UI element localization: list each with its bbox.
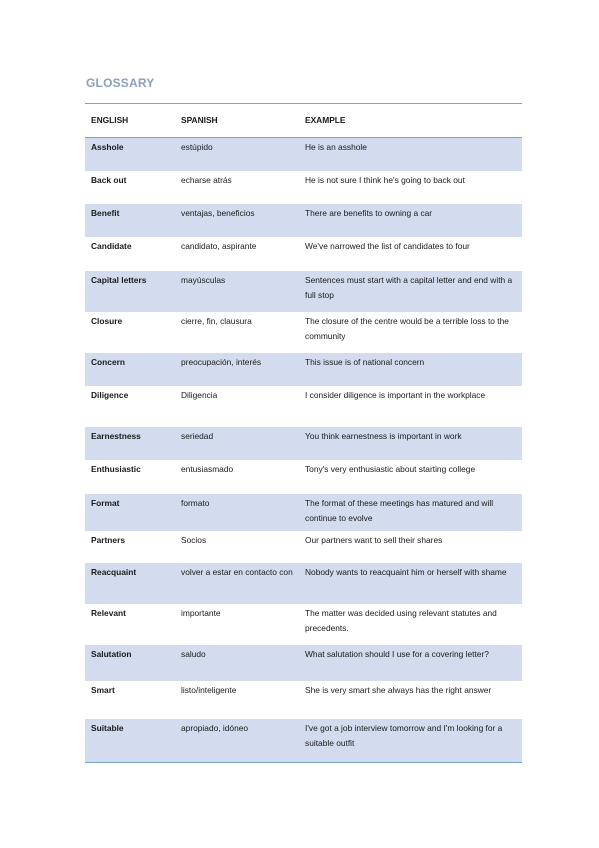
- spanish-term: Diligencia: [181, 389, 218, 400]
- example-sentence: What salutation should I use for a covering letter?: [299, 645, 522, 681]
- example-sentence: He is an asshole: [299, 138, 522, 171]
- spanish-term: mayúsculas: [175, 271, 299, 312]
- header-row: [85, 104, 522, 138]
- table-row: [85, 719, 522, 763]
- english-term: Back out: [91, 174, 127, 185]
- english-term: Relevant: [91, 607, 126, 618]
- spanish-term: saludo: [175, 645, 299, 681]
- example-sentence: Nobody wants to reacquaint him or herself with shame: [299, 563, 522, 604]
- column-header-example: EXAMPLE: [299, 104, 522, 138]
- english-term: Reacquaint: [85, 563, 175, 604]
- example-sentence: Our partners want to sell their shares: [305, 534, 443, 545]
- spanish-term: ventajas, beneficios: [175, 204, 299, 237]
- spanish-term: echarse atrás: [181, 174, 232, 185]
- table-row: [85, 312, 522, 353]
- spanish-term: volver a estar en contacto con: [175, 563, 299, 604]
- spanish-term: preocupación, interés: [175, 353, 299, 386]
- spanish-term: candidato, aspirante: [181, 240, 257, 251]
- spanish-term: apropiado, idóneo: [175, 719, 299, 763]
- english-term: Suitable: [85, 719, 175, 763]
- spanish-term: Socios: [181, 534, 207, 545]
- example-sentence: This issue is of national concern: [299, 353, 522, 386]
- example-sentence: We've narrowed the list of candidates to four: [305, 240, 470, 251]
- table-row: [85, 138, 522, 171]
- table-row: [85, 237, 522, 271]
- table-row: [85, 386, 522, 427]
- example-sentence: The format of these meetings has matured and will continue to evolve: [299, 494, 522, 531]
- example-sentence: The closure of the centre would be a terrible loss to the community: [305, 315, 509, 341]
- english-term: Salutation: [85, 645, 175, 681]
- example-sentence: She is very smart she always has the right answer: [305, 684, 492, 695]
- english-term: Concern: [85, 353, 175, 386]
- glossary-table: [85, 103, 522, 763]
- table-row: [85, 460, 522, 494]
- column-header-spanish: SPANISH: [175, 104, 299, 138]
- table-row: [85, 271, 522, 312]
- example-sentence: I consider diligence is important in the workplace: [305, 389, 486, 400]
- table-row: [85, 563, 522, 604]
- table-row: [85, 604, 522, 645]
- english-term: Asshole: [85, 138, 175, 171]
- example-sentence: I've got a job interview tomorrow and I'm looking for a suitable outfit: [299, 719, 522, 763]
- english-term: Capital letters: [85, 271, 175, 312]
- spanish-term: cierre, fin, clausura: [181, 315, 252, 326]
- table-row: [85, 204, 522, 237]
- english-term: Format: [85, 494, 175, 531]
- page-title: GLOSSARY: [86, 76, 155, 90]
- column-header-english: ENGLISH: [85, 104, 175, 138]
- table-row: [85, 171, 522, 204]
- english-term: Benefit: [85, 204, 175, 237]
- table-row: [85, 645, 522, 681]
- table-row: [85, 494, 522, 531]
- example-sentence: Tony's very enthusiastic about starting college: [305, 463, 476, 474]
- example-sentence: You think earnestness is important in work: [299, 427, 522, 460]
- spanish-term: importante: [181, 607, 221, 618]
- table-row: [85, 353, 522, 386]
- english-term: Smart: [91, 684, 115, 695]
- example-sentence: There are benefits to owning a car: [299, 204, 522, 237]
- spanish-term: seriedad: [175, 427, 299, 460]
- english-term: Closure: [91, 315, 123, 326]
- english-term: Diligence: [91, 389, 129, 400]
- english-term: Candidate: [91, 240, 132, 251]
- example-sentence: He is not sure I think he's going to back out: [305, 174, 465, 185]
- table-row: [85, 531, 522, 563]
- table-row: [85, 681, 522, 719]
- example-sentence: The matter was decided using relevant statutes and precedents.: [305, 607, 497, 633]
- table-row: [85, 427, 522, 460]
- example-sentence: Sentences must start with a capital letter and end with a full stop: [299, 271, 522, 312]
- spanish-term: estúpido: [175, 138, 299, 171]
- english-term: Enthusiastic: [91, 463, 141, 474]
- spanish-term: formato: [175, 494, 299, 531]
- english-term: Partners: [91, 534, 125, 545]
- spanish-term: listo/inteligente: [181, 684, 237, 695]
- spanish-term: entusiasmado: [181, 463, 234, 474]
- english-term: Earnestness: [85, 427, 175, 460]
